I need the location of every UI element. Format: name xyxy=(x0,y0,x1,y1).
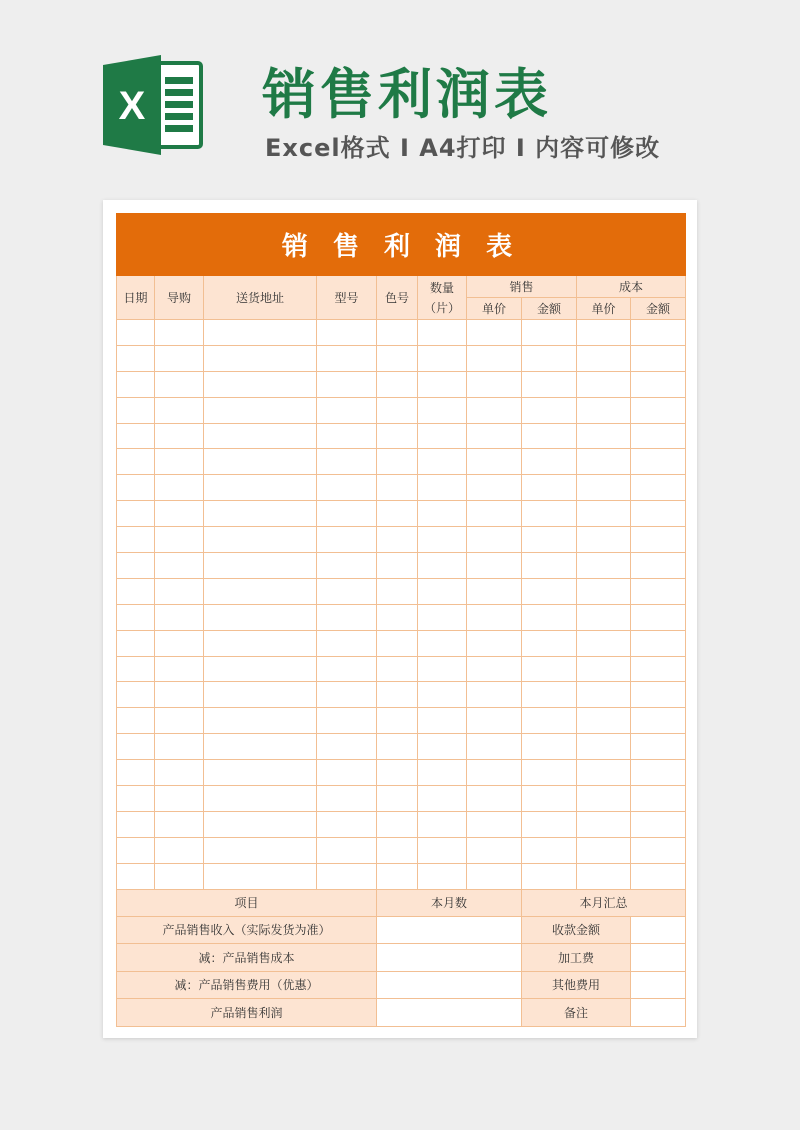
data-cell[interactable] xyxy=(377,708,418,734)
data-cell[interactable] xyxy=(204,811,317,837)
data-cell[interactable] xyxy=(631,345,686,371)
data-cell[interactable] xyxy=(155,811,204,837)
data-cell[interactable] xyxy=(418,578,467,604)
data-cell[interactable] xyxy=(204,604,317,630)
data-cell[interactable] xyxy=(467,786,522,812)
data-cell[interactable] xyxy=(317,734,377,760)
data-cell[interactable] xyxy=(522,423,577,449)
data-cell[interactable] xyxy=(155,449,204,475)
data-cell[interactable] xyxy=(418,553,467,579)
data-cell[interactable] xyxy=(467,501,522,527)
col-cost-amount: 金额 xyxy=(631,298,686,320)
data-cell[interactable] xyxy=(418,345,467,371)
data-cell[interactable] xyxy=(204,397,317,423)
data-cell[interactable] xyxy=(577,475,631,501)
data-cell[interactable] xyxy=(317,863,377,889)
summary-value-cell[interactable] xyxy=(377,916,522,944)
data-cell[interactable] xyxy=(204,320,317,346)
data-cell[interactable] xyxy=(155,734,204,760)
table-row xyxy=(117,501,686,527)
data-cell[interactable] xyxy=(155,320,204,346)
data-cell[interactable] xyxy=(631,630,686,656)
summary-value-cell[interactable] xyxy=(377,971,522,999)
data-cell[interactable] xyxy=(377,345,418,371)
data-cell[interactable] xyxy=(418,604,467,630)
data-cell[interactable] xyxy=(317,786,377,812)
data-cell[interactable] xyxy=(155,423,204,449)
data-cell[interactable] xyxy=(522,863,577,889)
data-cell[interactable] xyxy=(377,682,418,708)
data-cell[interactable] xyxy=(631,527,686,553)
data-cell[interactable] xyxy=(155,345,204,371)
data-cell[interactable] xyxy=(204,578,317,604)
table-row xyxy=(117,863,686,889)
data-cell[interactable] xyxy=(467,475,522,501)
data-cell[interactable] xyxy=(155,863,204,889)
data-cell[interactable] xyxy=(204,449,317,475)
data-cell[interactable] xyxy=(577,811,631,837)
col-sales: 销售 xyxy=(467,276,577,298)
data-cell[interactable] xyxy=(522,397,577,423)
data-cell[interactable] xyxy=(204,760,317,786)
table-row xyxy=(117,682,686,708)
col-quantity-line2: （片） xyxy=(423,300,460,315)
data-cell[interactable] xyxy=(577,345,631,371)
data-cell[interactable] xyxy=(377,475,418,501)
data-cell[interactable] xyxy=(117,501,155,527)
summary-value-cell[interactable] xyxy=(377,944,522,972)
data-cell[interactable] xyxy=(631,423,686,449)
data-cell[interactable] xyxy=(522,475,577,501)
page-header xyxy=(0,0,800,200)
table-row xyxy=(117,811,686,837)
data-cell[interactable] xyxy=(418,630,467,656)
logo-letter: X xyxy=(118,84,146,128)
summary-right-value-cell[interactable] xyxy=(631,944,686,972)
data-cell[interactable] xyxy=(467,449,522,475)
table-row xyxy=(117,345,686,371)
data-cell[interactable] xyxy=(522,501,577,527)
data-cell[interactable] xyxy=(522,604,577,630)
data-cell[interactable] xyxy=(317,527,377,553)
table-row xyxy=(117,734,686,760)
data-cell[interactable] xyxy=(204,630,317,656)
col-sales-unit-price: 单价 xyxy=(467,298,522,320)
data-cell[interactable] xyxy=(467,863,522,889)
sales-profit-table xyxy=(116,213,686,1027)
data-cell[interactable] xyxy=(117,449,155,475)
data-cell[interactable] xyxy=(117,475,155,501)
table-row xyxy=(117,553,686,579)
data-cell[interactable] xyxy=(117,578,155,604)
sheet-title: 销 售 利 润 表 xyxy=(117,214,686,276)
data-cell[interactable] xyxy=(377,760,418,786)
data-cell[interactable] xyxy=(117,604,155,630)
table-row xyxy=(117,837,686,863)
data-cell[interactable] xyxy=(377,630,418,656)
data-cell[interactable] xyxy=(631,708,686,734)
table-row xyxy=(117,397,686,423)
data-cell[interactable] xyxy=(377,397,418,423)
data-cell[interactable] xyxy=(467,682,522,708)
data-cell[interactable] xyxy=(418,811,467,837)
data-cell[interactable] xyxy=(631,475,686,501)
data-cell[interactable] xyxy=(631,578,686,604)
data-cell[interactable] xyxy=(204,682,317,708)
data-cell[interactable] xyxy=(204,734,317,760)
data-cell[interactable] xyxy=(418,682,467,708)
data-cell[interactable] xyxy=(577,734,631,760)
data-cell[interactable] xyxy=(418,760,467,786)
data-cell[interactable] xyxy=(577,837,631,863)
data-cell[interactable] xyxy=(631,656,686,682)
col-model: 型号 xyxy=(317,276,377,320)
data-cell[interactable] xyxy=(418,734,467,760)
col-cost: 成本 xyxy=(577,276,686,298)
data-cell[interactable] xyxy=(522,811,577,837)
data-cell[interactable] xyxy=(117,345,155,371)
data-cell[interactable] xyxy=(377,527,418,553)
data-cell[interactable] xyxy=(377,449,418,475)
table-row xyxy=(117,604,686,630)
data-cell[interactable] xyxy=(117,320,155,346)
data-cell[interactable] xyxy=(577,863,631,889)
data-cell[interactable] xyxy=(631,371,686,397)
col-cost-unit-price: 单价 xyxy=(577,298,631,320)
data-cell[interactable] xyxy=(577,397,631,423)
data-cell[interactable] xyxy=(317,811,377,837)
data-cell[interactable] xyxy=(377,320,418,346)
col-sales-amount: 金额 xyxy=(522,298,577,320)
table-row xyxy=(117,760,686,786)
data-cell[interactable] xyxy=(631,682,686,708)
data-cell[interactable] xyxy=(522,682,577,708)
col-guide: 导购 xyxy=(155,276,204,320)
data-cell[interactable] xyxy=(317,475,377,501)
summary-label: 产品销售收入（实际发货为准） xyxy=(117,916,377,944)
table-row xyxy=(117,578,686,604)
data-cell[interactable] xyxy=(418,837,467,863)
data-cell[interactable] xyxy=(204,708,317,734)
data-cell[interactable] xyxy=(467,734,522,760)
data-cell[interactable] xyxy=(155,527,204,553)
summary-month-count-header: 本月数 xyxy=(377,889,522,916)
summary-right-label: 其他费用 xyxy=(522,971,631,999)
data-cell[interactable] xyxy=(155,837,204,863)
data-cell[interactable] xyxy=(117,630,155,656)
data-cell[interactable] xyxy=(577,371,631,397)
data-cell[interactable] xyxy=(204,475,317,501)
data-cell[interactable] xyxy=(467,371,522,397)
data-cell[interactable] xyxy=(631,811,686,837)
summary-month-total-header: 本月汇总 xyxy=(522,889,686,916)
data-cell[interactable] xyxy=(117,786,155,812)
col-address: 送货地址 xyxy=(204,276,317,320)
data-cell[interactable] xyxy=(418,449,467,475)
data-cell[interactable] xyxy=(631,760,686,786)
data-cell[interactable] xyxy=(204,527,317,553)
data-cell[interactable] xyxy=(577,553,631,579)
summary-right-label: 收款金额 xyxy=(522,916,631,944)
data-cell[interactable] xyxy=(317,397,377,423)
data-cell[interactable] xyxy=(117,656,155,682)
table-row xyxy=(117,630,686,656)
data-cell[interactable] xyxy=(204,837,317,863)
data-cell[interactable] xyxy=(117,811,155,837)
spreadsheet-sheet xyxy=(103,200,697,1038)
data-cell[interactable] xyxy=(418,371,467,397)
data-cell[interactable] xyxy=(317,449,377,475)
data-cell[interactable] xyxy=(317,578,377,604)
summary-right-value-cell[interactable] xyxy=(631,916,686,944)
data-cell[interactable] xyxy=(577,656,631,682)
data-cell[interactable] xyxy=(317,371,377,397)
table-row xyxy=(117,449,686,475)
data-cell[interactable] xyxy=(117,682,155,708)
data-cell[interactable] xyxy=(631,320,686,346)
data-cell[interactable] xyxy=(418,786,467,812)
data-cell[interactable] xyxy=(577,501,631,527)
data-cell[interactable] xyxy=(117,863,155,889)
table-row xyxy=(117,708,686,734)
data-cell[interactable] xyxy=(155,682,204,708)
summary-right-label: 备注 xyxy=(522,999,631,1027)
summary-right-label: 加工费 xyxy=(522,944,631,972)
col-color: 色号 xyxy=(377,276,418,320)
data-cell[interactable] xyxy=(204,656,317,682)
data-cell[interactable] xyxy=(467,578,522,604)
data-cell[interactable] xyxy=(317,682,377,708)
data-cell[interactable] xyxy=(204,345,317,371)
data-cell[interactable] xyxy=(317,320,377,346)
data-cell[interactable] xyxy=(577,578,631,604)
col-date: 日期 xyxy=(117,276,155,320)
table-row xyxy=(117,371,686,397)
page-subtitle: Excel格式 I A4打印 I 内容可修改 xyxy=(265,134,661,162)
data-cell[interactable] xyxy=(117,760,155,786)
col-quantity-line1: 数量 xyxy=(429,280,454,295)
data-cell[interactable] xyxy=(577,708,631,734)
data-cell[interactable] xyxy=(467,656,522,682)
data-cell[interactable] xyxy=(522,786,577,812)
summary-value-cell[interactable] xyxy=(377,999,522,1027)
summary-label: 减：产品销售成本 xyxy=(117,944,377,972)
data-cell[interactable] xyxy=(377,604,418,630)
data-cell[interactable] xyxy=(377,578,418,604)
data-cell[interactable] xyxy=(467,604,522,630)
data-cell[interactable] xyxy=(631,553,686,579)
data-cell[interactable] xyxy=(522,449,577,475)
data-cell[interactable] xyxy=(418,320,467,346)
data-cell[interactable] xyxy=(204,501,317,527)
data-cell[interactable] xyxy=(317,656,377,682)
table-row xyxy=(117,475,686,501)
data-cell[interactable] xyxy=(577,604,631,630)
data-cell[interactable] xyxy=(522,630,577,656)
data-cell[interactable] xyxy=(631,397,686,423)
summary-label: 产品销售利润 xyxy=(117,999,377,1027)
data-cell[interactable] xyxy=(467,345,522,371)
data-cell[interactable] xyxy=(317,837,377,863)
data-cell[interactable] xyxy=(522,527,577,553)
data-cell[interactable] xyxy=(577,630,631,656)
col-quantity xyxy=(418,276,467,320)
data-cell[interactable] xyxy=(522,345,577,371)
data-cell[interactable] xyxy=(577,320,631,346)
data-cell[interactable] xyxy=(522,760,577,786)
data-cell[interactable] xyxy=(418,863,467,889)
data-cell[interactable] xyxy=(522,708,577,734)
data-cell[interactable] xyxy=(577,449,631,475)
page-title: 销售利润表 xyxy=(262,63,552,126)
data-cell[interactable] xyxy=(377,656,418,682)
summary-label: 减：产品销售费用（优惠） xyxy=(117,971,377,999)
data-cell[interactable] xyxy=(155,604,204,630)
data-cell[interactable] xyxy=(577,786,631,812)
data-cell[interactable] xyxy=(467,320,522,346)
table-row xyxy=(117,423,686,449)
data-cell[interactable] xyxy=(631,604,686,630)
data-cell[interactable] xyxy=(317,708,377,734)
data-cell[interactable] xyxy=(467,553,522,579)
data-cell[interactable] xyxy=(155,630,204,656)
data-cell[interactable] xyxy=(418,708,467,734)
data-cell[interactable] xyxy=(317,553,377,579)
data-cell[interactable] xyxy=(577,760,631,786)
data-cell[interactable] xyxy=(467,630,522,656)
summary-item-header: 项目 xyxy=(117,889,377,916)
data-cell[interactable] xyxy=(631,837,686,863)
data-cell[interactable] xyxy=(204,423,317,449)
data-cell[interactable] xyxy=(155,760,204,786)
data-cell[interactable] xyxy=(117,371,155,397)
data-cell[interactable] xyxy=(317,501,377,527)
data-cell[interactable] xyxy=(117,553,155,579)
data-cell[interactable] xyxy=(577,423,631,449)
data-cell[interactable] xyxy=(418,527,467,553)
data-cell[interactable] xyxy=(155,475,204,501)
data-cell[interactable] xyxy=(204,863,317,889)
data-cell[interactable] xyxy=(418,397,467,423)
data-cell[interactable] xyxy=(522,837,577,863)
data-cell[interactable] xyxy=(317,345,377,371)
data-cell[interactable] xyxy=(631,501,686,527)
data-cell[interactable] xyxy=(467,837,522,863)
data-cell[interactable] xyxy=(155,578,204,604)
data-cell[interactable] xyxy=(377,553,418,579)
table-row xyxy=(117,656,686,682)
data-cell[interactable] xyxy=(522,371,577,397)
data-cell[interactable] xyxy=(155,786,204,812)
data-cell[interactable] xyxy=(117,397,155,423)
data-cell[interactable] xyxy=(418,656,467,682)
table-row xyxy=(117,786,686,812)
data-cell[interactable] xyxy=(377,501,418,527)
data-cell[interactable] xyxy=(631,863,686,889)
data-cell[interactable] xyxy=(204,553,317,579)
data-cell[interactable] xyxy=(467,708,522,734)
data-cell[interactable] xyxy=(204,786,317,812)
data-cell[interactable] xyxy=(418,501,467,527)
data-cell[interactable] xyxy=(467,397,522,423)
data-cell[interactable] xyxy=(117,837,155,863)
data-cell[interactable] xyxy=(117,527,155,553)
data-cell[interactable] xyxy=(418,475,467,501)
data-cell[interactable] xyxy=(522,320,577,346)
data-cell[interactable] xyxy=(467,811,522,837)
data-cell[interactable] xyxy=(155,708,204,734)
data-cell[interactable] xyxy=(377,423,418,449)
summary-right-value-cell[interactable] xyxy=(631,999,686,1027)
data-cell[interactable] xyxy=(155,397,204,423)
data-cell[interactable] xyxy=(155,371,204,397)
data-cell[interactable] xyxy=(155,656,204,682)
summary-right-value-cell[interactable] xyxy=(631,971,686,999)
table-row xyxy=(117,527,686,553)
data-cell[interactable] xyxy=(204,371,317,397)
data-cell[interactable] xyxy=(317,423,377,449)
data-cell[interactable] xyxy=(522,656,577,682)
data-cell[interactable] xyxy=(467,423,522,449)
data-cell[interactable] xyxy=(377,863,418,889)
data-cell[interactable] xyxy=(467,760,522,786)
data-cell[interactable] xyxy=(155,501,204,527)
data-cell[interactable] xyxy=(577,527,631,553)
data-cell[interactable] xyxy=(155,553,204,579)
data-cell[interactable] xyxy=(577,682,631,708)
data-cell[interactable] xyxy=(631,786,686,812)
data-cell[interactable] xyxy=(377,811,418,837)
data-cell[interactable] xyxy=(317,760,377,786)
data-cell[interactable] xyxy=(117,708,155,734)
table-row xyxy=(117,320,686,346)
data-cell[interactable] xyxy=(467,527,522,553)
data-cell[interactable] xyxy=(522,553,577,579)
excel-icon xyxy=(103,55,205,155)
data-cell[interactable] xyxy=(117,734,155,760)
data-cell[interactable] xyxy=(377,786,418,812)
data-cell[interactable] xyxy=(377,371,418,397)
data-cell[interactable] xyxy=(631,449,686,475)
data-cell[interactable] xyxy=(522,578,577,604)
data-cell[interactable] xyxy=(117,423,155,449)
data-cell[interactable] xyxy=(317,604,377,630)
data-cell[interactable] xyxy=(418,423,467,449)
data-cell[interactable] xyxy=(377,734,418,760)
data-cell[interactable] xyxy=(317,630,377,656)
data-cell[interactable] xyxy=(631,734,686,760)
data-cell[interactable] xyxy=(522,734,577,760)
data-cell[interactable] xyxy=(377,837,418,863)
